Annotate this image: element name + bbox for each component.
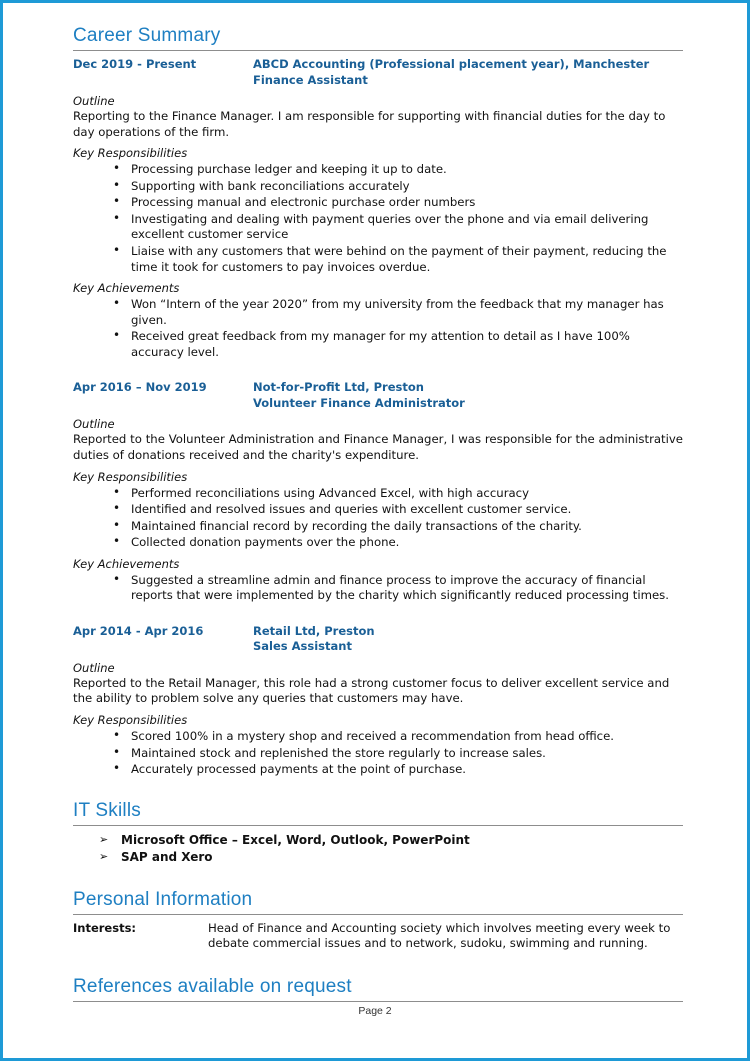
list-item: • Accurately processed payments at the point of purchase. [113, 762, 683, 778]
section-heading-career-summary: Career Summary [73, 25, 683, 51]
job-title: Sales Assistant [253, 639, 352, 654]
spacer [73, 608, 683, 624]
section-heading-it-skills: IT Skills [73, 800, 683, 826]
list-item: • Maintained stock and replenished the store regularly to increase sales. [113, 746, 683, 762]
job-entry [73, 57, 683, 360]
job-header [73, 624, 683, 655]
job-dates: Apr 2014 - Apr 2016 [73, 623, 204, 638]
list-item: • Maintained financial record by recording the daily transactions of the charity. [113, 519, 683, 535]
key-responsibilities-list [73, 486, 683, 551]
outline-label: Outline [73, 417, 115, 432]
list-item: • Suggested a streamline admin and finance process to improve the accuracy of financial reports that were implemented by the charity which significantly reduced processing times. [113, 573, 683, 604]
job-header [73, 380, 683, 411]
job-company-title [253, 624, 375, 655]
list-item: • Supporting with bank reconciliations accurately [113, 179, 683, 195]
list-item: • Liaise with any customers that were behind on the payment of their payment, reducing the time it took for customers to pay invoices overdue. [113, 244, 683, 275]
job-company-title [253, 57, 649, 88]
job-dates: Dec 2019 - Present [73, 57, 197, 71]
key-achievements-list [73, 297, 683, 360]
list-item: ➢ Microsoft Office – Excel, Word, Outlook, PowerPoint [99, 832, 683, 849]
list-item: • Processing purchase ledger and keeping it up to date. [113, 162, 683, 178]
interests-label: Interests: [73, 920, 137, 935]
page-footer: Page 2 [358, 1005, 392, 1017]
job-outline: Reporting to the Finance Manager. I am responsible for supporting with financial duties for the day to day operations of the firm. [73, 109, 666, 139]
job-header [73, 57, 683, 88]
list-item: • Won “Intern of the year 2020” from my university from the feedback that my manager has given. [113, 297, 683, 328]
list-item: • Scored 100% in a mystery shop and received a recommendation from head office. [113, 729, 683, 745]
job-company: Not-for-Profit Ltd, Preston [253, 380, 424, 395]
job-company: ABCD Accounting (Professional placement year), Manchester [253, 57, 650, 71]
section-heading-personal-information: Personal Information [73, 889, 683, 915]
key-responsibilities-label: Key Responsibilities [73, 146, 188, 161]
it-skills-list [73, 832, 683, 867]
outline-label: Outline [73, 660, 115, 675]
resume-content [73, 25, 683, 1008]
job-company: Retail Ltd, Preston [253, 623, 375, 638]
key-responsibilities-list [73, 729, 683, 778]
list-item: • Performed reconciliations using Advanced Excel, with high accuracy [113, 486, 683, 502]
job-company-title [253, 380, 465, 411]
job-title: Volunteer Finance Administrator [253, 395, 465, 410]
job-dates: Apr 2016 – Nov 2019 [73, 380, 207, 395]
key-responsibilities-label: Key Responsibilities [73, 469, 188, 484]
key-responsibilities-list [73, 162, 683, 275]
interests-row [73, 921, 683, 952]
key-achievements-label: Key Achievements [73, 281, 180, 296]
section-heading-references: References available on request [73, 976, 683, 1002]
job-title: Finance Assistant [253, 72, 368, 87]
key-achievements-list [73, 573, 683, 604]
list-item: • Investigating and dealing with payment queries over the phone and via email delivering excellent customer service [113, 212, 683, 243]
key-responsibilities-label: Key Responsibilities [73, 713, 188, 728]
list-item: • Received great feedback from my manager for my attention to detail as I have 100% accuracy level. [113, 329, 683, 360]
job-outline: Reported to the Retail Manager, this role had a strong customer focus to deliver excellent service and the ability to problem solve any queries that customers may have. [73, 675, 670, 706]
list-item: • Identified and resolved issues and queries with excellent customer service. [113, 502, 683, 518]
interests-value: Head of Finance and Accounting society which involves meeting every week to debate commercial issues and to network, sudoku, swimming and running. [208, 920, 671, 951]
list-item: ➢ SAP and Xero [99, 849, 683, 866]
job-entry [73, 380, 683, 604]
key-achievements-label: Key Achievements [73, 556, 180, 571]
job-outline: Reported to the Volunteer Administration and Finance Manager, I was responsible for the administrative duties of donations received and the charity's expenditure. [73, 432, 683, 462]
list-item: • Processing manual and electronic purchase order numbers [113, 195, 683, 211]
outline-label: Outline [73, 94, 115, 109]
job-entry [73, 624, 683, 778]
list-item: • Collected donation payments over the phone. [113, 535, 683, 551]
spacer [73, 364, 683, 380]
